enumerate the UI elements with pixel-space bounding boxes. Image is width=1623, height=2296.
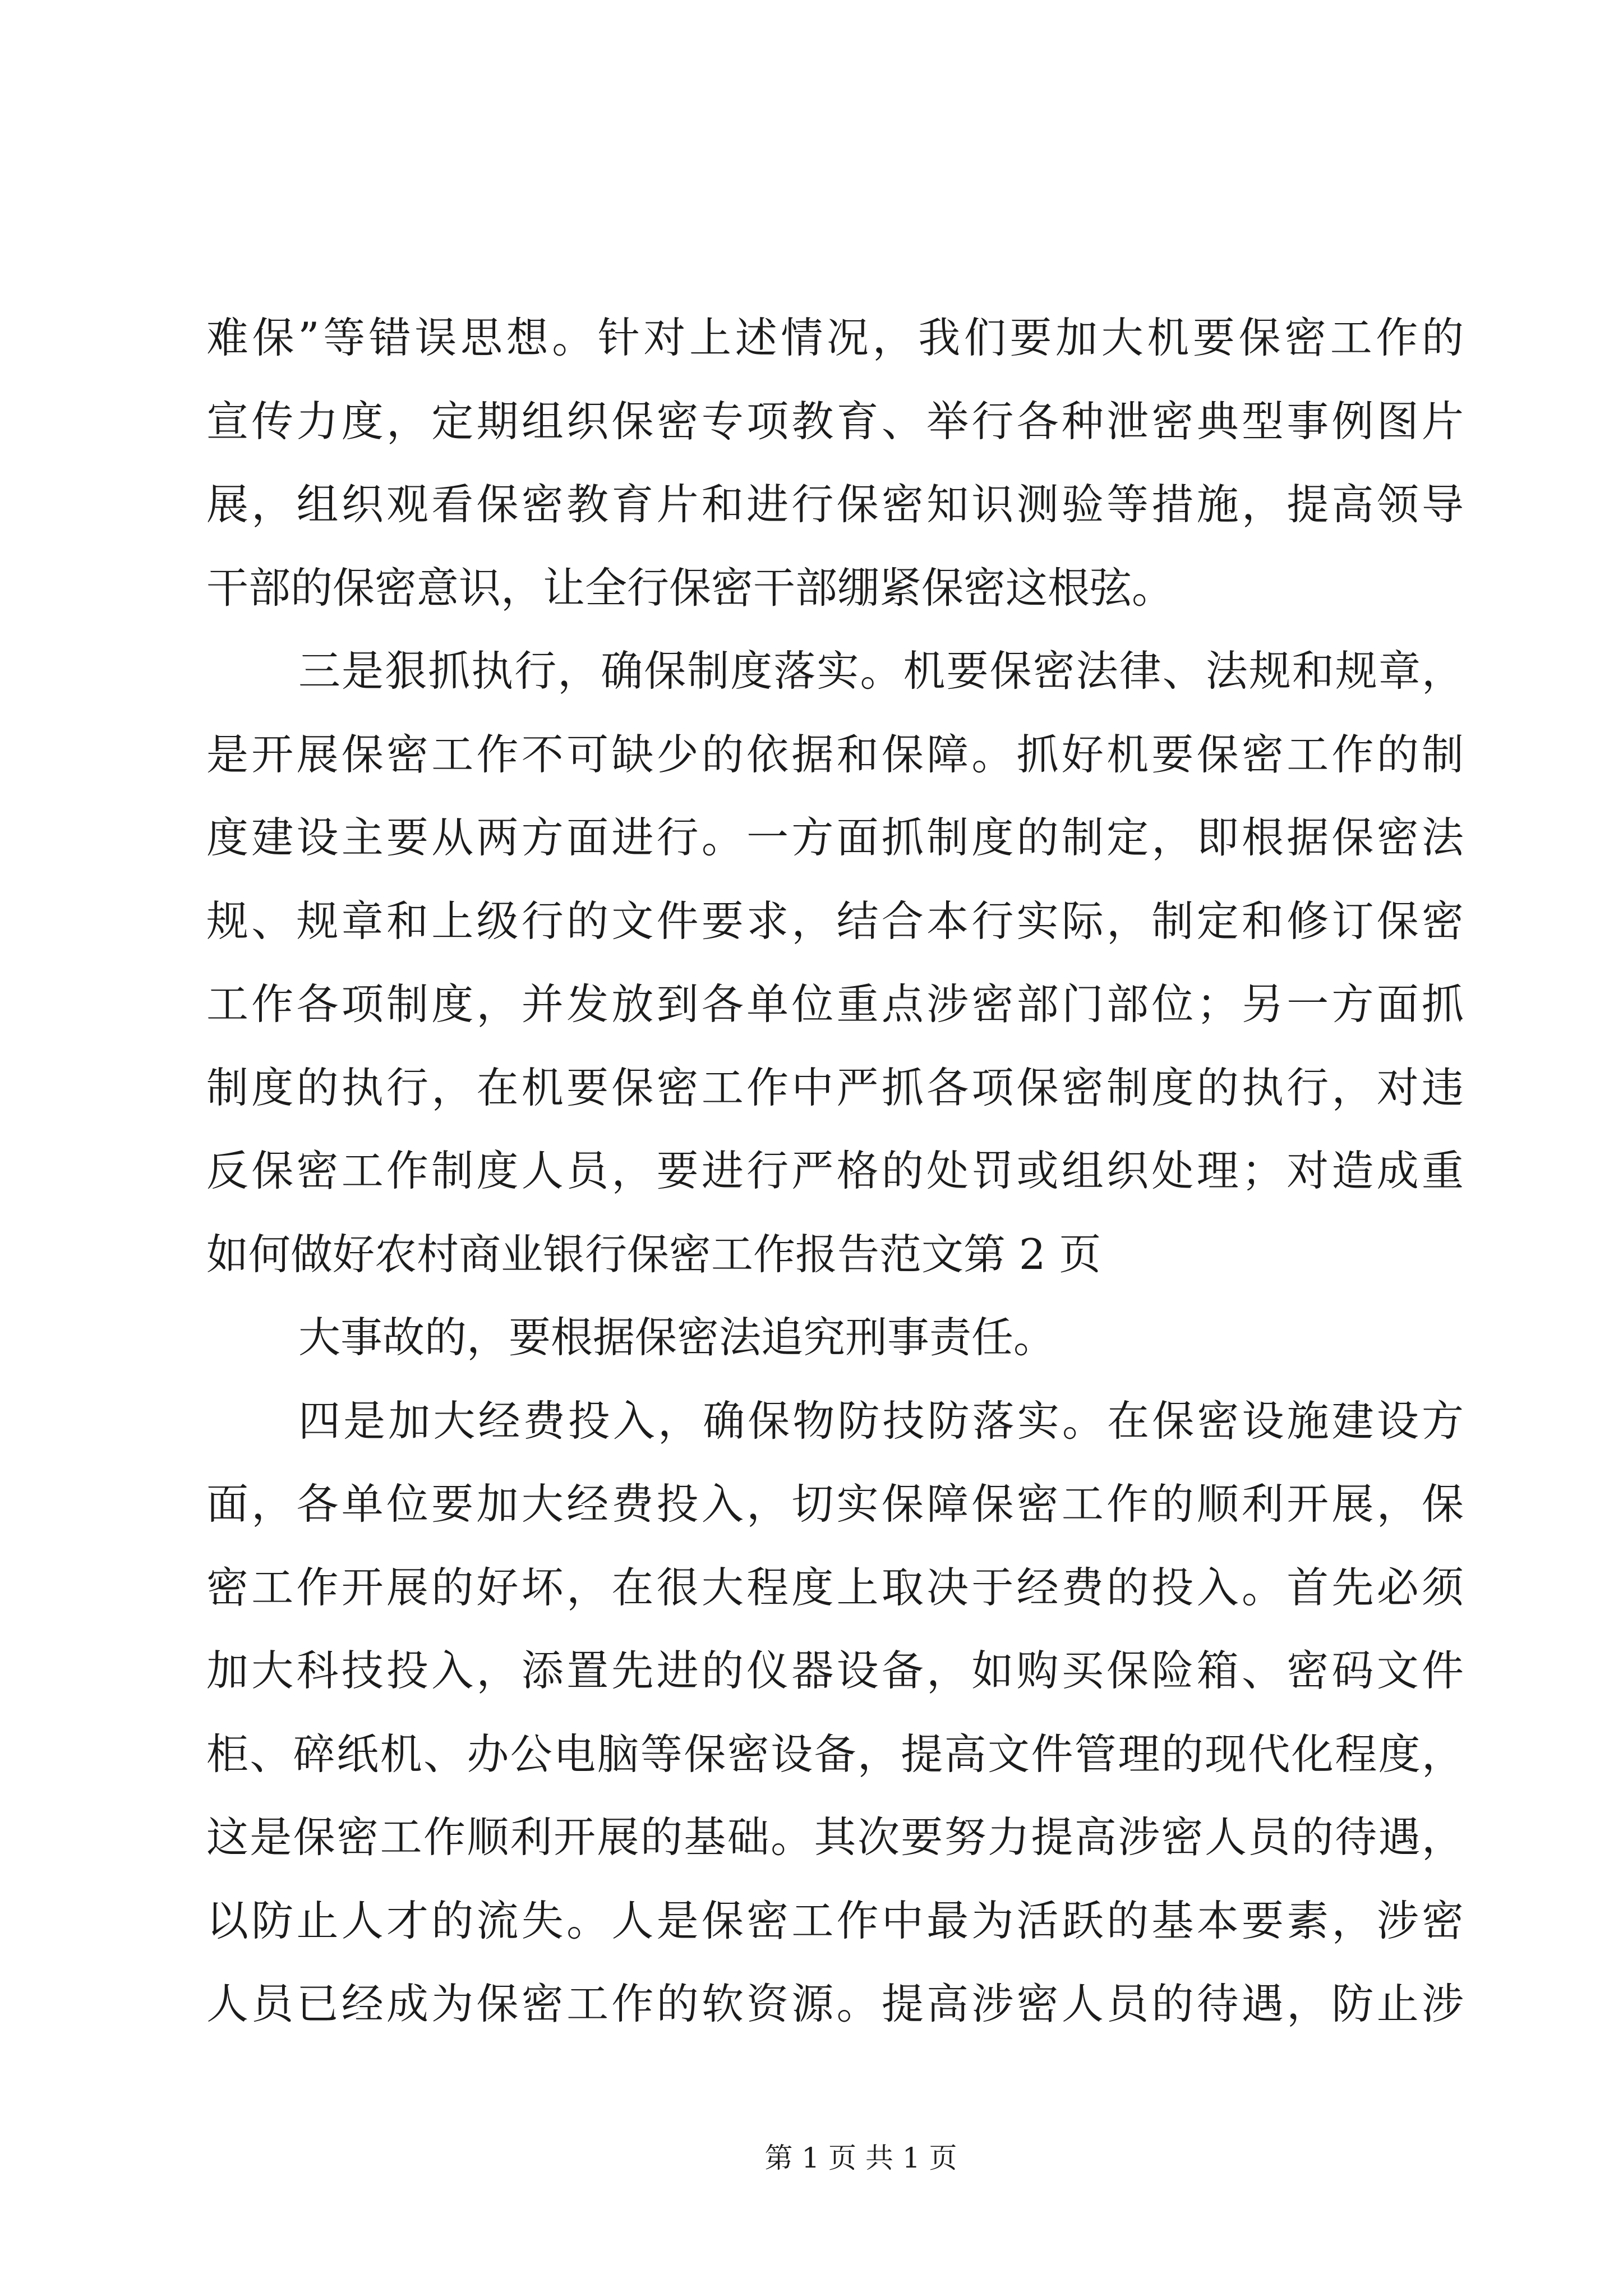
body-line: 规、规章和上级行的文件要求，结合本行实际，制定和修订保密 <box>206 896 1464 946</box>
body-line: 宣传力度，定期组织保密专项教育、举行各种泄密典型事例图片 <box>206 396 1464 446</box>
body-line: 柜、碎纸机、办公电脑等保密设备，提高文件管理的现代化程度， <box>206 1729 1464 1779</box>
body-line: 密工作开展的好坏，在很大程度上取决于经费的投入。首先必须 <box>206 1562 1464 1612</box>
body-line: 工作各项制度，并发放到各单位重点涉密部门部位；另一方面抓 <box>206 979 1464 1029</box>
body-line: 度建设主要从两方面进行。一方面抓制度的制定，即根据保密法 <box>206 813 1464 862</box>
page-footer: 第 1 页 共 1 页 <box>764 2142 957 2174</box>
body-line: 反保密工作制度人员，要进行严格的处罚或组织处理；对造成重 <box>206 1146 1464 1195</box>
body-line: 人员已经成为保密工作的软资源。提高涉密人员的待遇，防止涉 <box>206 1979 1464 2028</box>
body-line: 大事故的，要根据保密法追究刑事责任。 <box>298 1313 1056 1362</box>
body-line: 是开展保密工作不可缺少的依据和保障。抓好机要保密工作的制 <box>206 729 1464 779</box>
paragraph-point-four <box>206 1379 1464 2046</box>
paragraph-continued <box>206 296 1464 629</box>
paragraph-point-three <box>206 629 1464 1213</box>
body-line: 干部的保密意识，让全行保密干部绷紧保密这根弦。 <box>206 563 1174 613</box>
body-line: 这是保密工作顺利开展的基础。其次要努力提高涉密人员的待遇， <box>206 1812 1464 1862</box>
paragraph-point-three-end <box>206 1296 1464 1379</box>
body-line: 四是加大经费投入，确保物防技防落实。在保密设施建设方 <box>298 1396 1464 1446</box>
running-title: 如何做好农村商业银行保密工作报告范文第 2 页 <box>206 1229 1101 1279</box>
body-line: 制度的执行，在机要保密工作中严抓各项保密制度的执行，对违 <box>206 1062 1464 1112</box>
body-line: 加大科技投入，添置先进的仪器设备，如购买保险箱、密码文件 <box>206 1646 1464 1695</box>
body-line: 三是狠抓执行，确保制度落实。机要保密法律、法规和规章， <box>298 646 1464 696</box>
body-line: 面，各单位要加大经费投入，切实保障保密工作的顺利开展，保 <box>206 1479 1464 1529</box>
body-line: 以防止人才的流失。人是保密工作中最为活跃的基本要素，涉密 <box>206 1895 1464 1945</box>
document-body <box>206 296 1464 2046</box>
body-line: 难保”等错误思想。针对上述情况，我们要加大机要保密工作的 <box>206 313 1464 362</box>
body-line: 展，组织观看保密教育片和进行保密知识测验等措施，提高领导 <box>206 480 1464 529</box>
